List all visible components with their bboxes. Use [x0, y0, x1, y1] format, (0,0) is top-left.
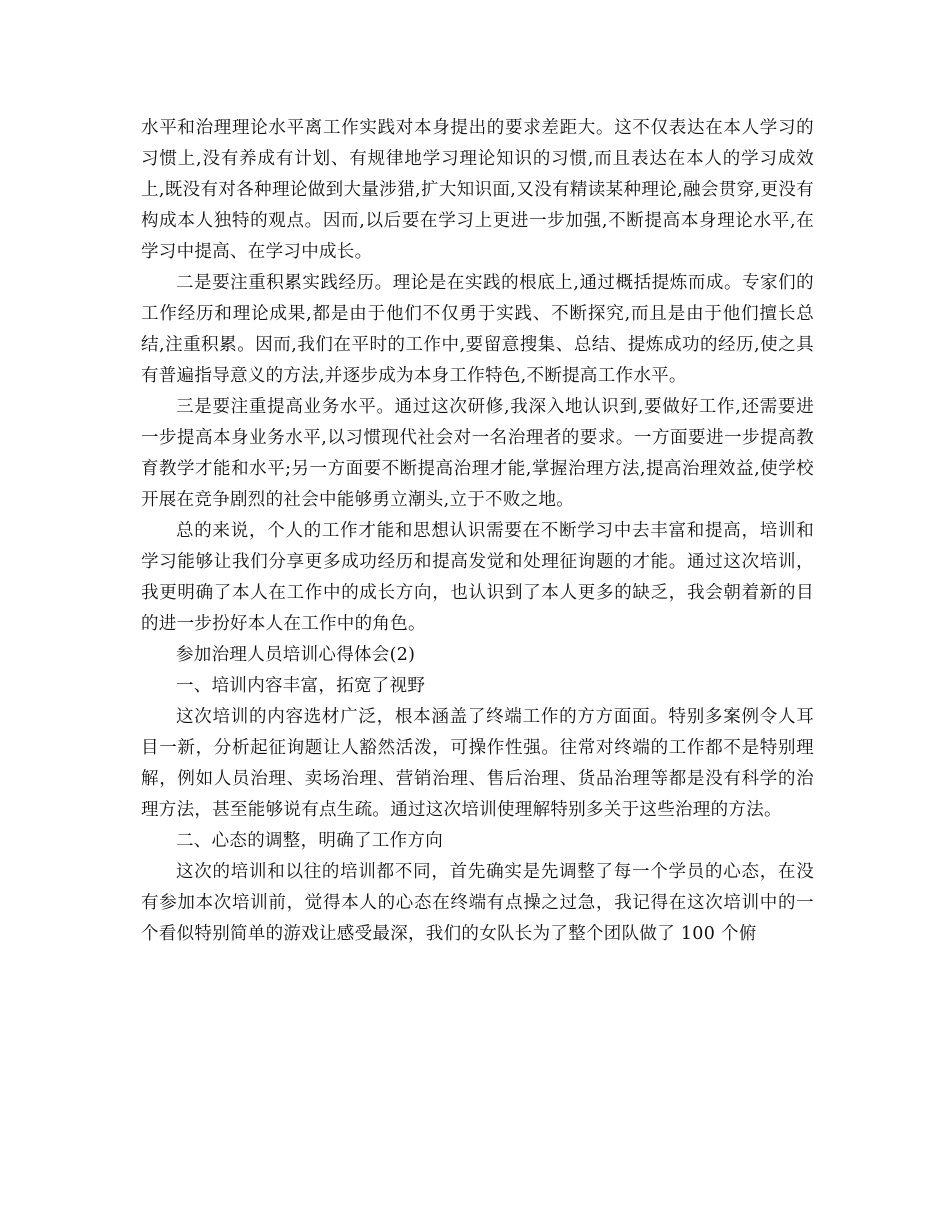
- section-title: 参加治理人员培训心得体会(2): [176, 645, 416, 665]
- paragraph-business-level: 三是要注重提高业务水平。通过这次研修,我深入地认识到,要做好工作,还需要进一步提高本身业务水平,以习惯现代社会对一名治理者的要求。一方面要进一步提高教育教学才能和水平;另一方面要不断提高治理才能,掌握治理方法,提高治理效益,使学校开展在竞争剧烈的社会中能够勇立潮头,立于不败之地。: [141, 397, 814, 510]
- heading-mindset: 二、心态的调整，明确了工作方向: [176, 831, 443, 851]
- paragraph-training-content: 这次培训的内容选材广泛，根本涵盖了终端工作的方方面面。特别多案例令人耳目一新，分析起征询题让人豁然活泼，可操作性强。往常对终端的工作都不是特别理解，例如人员治理、卖场治理、营销治理、售后治理、货品治理等都是没有科学的治理方法，甚至能够说有点生疏。通过这次培训使理解特别多关于这些治理的方法。: [141, 707, 814, 820]
- heading-training-content: 一、培训内容丰富，拓宽了视野: [176, 676, 426, 696]
- paragraph-mindset: 这次的培训和以往的培训都不同，首先确实是先调整了每一个学员的心态，在没有参加本次培训前，觉得本人的心态在终端有点操之过急，我记得在这次培训中的一个看似特别简单的游戏让感受最深，我们的女队长为了整个团队做了 100 个俯: [141, 862, 814, 944]
- paragraph-summary: 总的来说，个人的工作才能和思想认识需要在不断学习中去丰富和提高，培训和学习能够让我们分享更多成功经历和提高发觉和处理征询题的才能。通过这次培训，我更明确了本人在工作中的成长方向，也认识到了本人更多的缺乏，我会朝着新的目的进一步扮好本人在工作中的角色。: [141, 521, 814, 634]
- paragraph-continuation: 水平和治理理论水平离工作实践对本身提出的要求差距大。这不仅表达在本人学习的习惯上,没有养成有计划、有规律地学习理论知识的习惯,而且表达在本人的学习成效上,既没有对各种理论做到大量涉猎,扩大知识面,又没有精读某种理论,融会贯穿,更没有构成本人独特的观点。因而,以后要在学习上更进一步加强,不断提高本身理论水平,在学习中提高、在学习中成长。: [141, 118, 814, 262]
- paragraph-practice-experience: 二是要注重积累实践经历。理论是在实践的根底上,通过概括提炼而成。专家们的工作经历和理论成果,都是由于他们不仅勇于实践、不断探究,而且是由于他们擅长总结,注重积累。因而,我们在平时的工作中,要留意搜集、总结、提炼成功的经历,使之具有普遍指导意义的方法,并逐步成为本身工作特色,不断提高工作水平。: [141, 273, 814, 386]
